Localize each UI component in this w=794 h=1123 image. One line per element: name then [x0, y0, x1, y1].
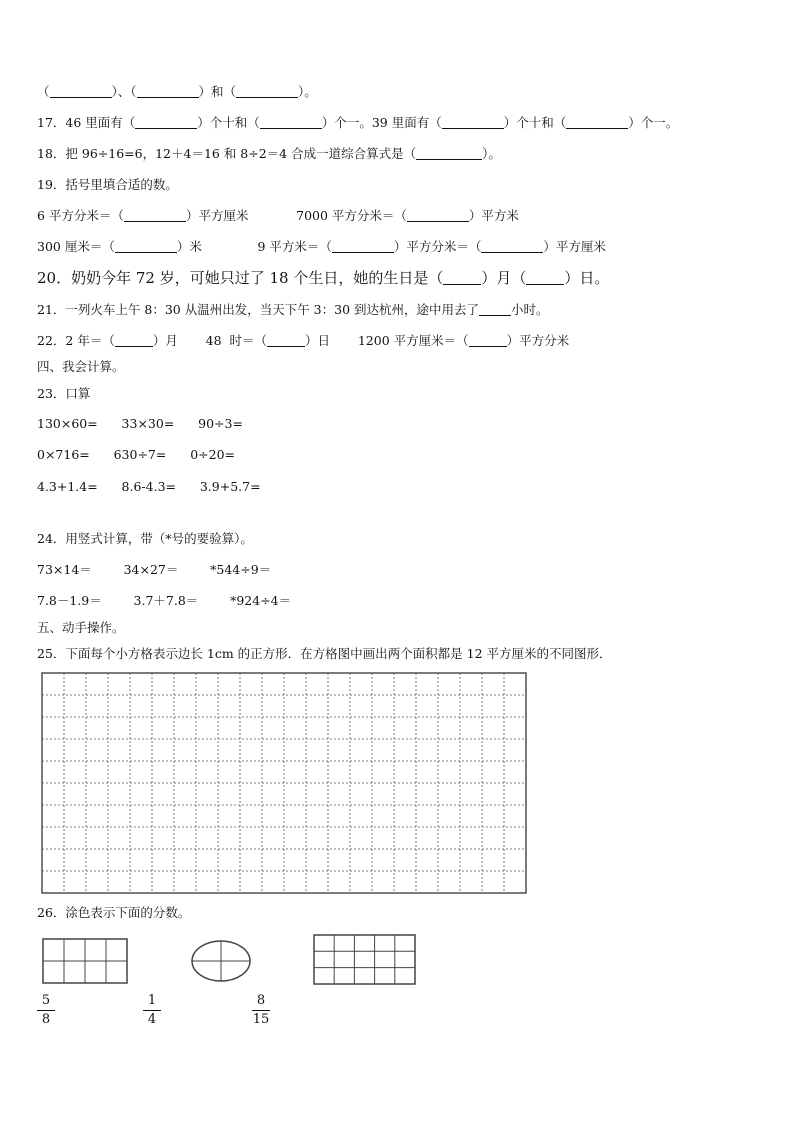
line-q19 [37, 177, 178, 193]
line-text: 300 厘米＝（ [37, 239, 115, 254]
answer-blank[interactable] [479, 303, 511, 316]
line-text: 24．用竖式计算，带（*号的要验算）。 [37, 531, 253, 546]
line-q24a [37, 562, 271, 578]
circle-4-parts[interactable] [190, 939, 252, 987]
line-text: ）、（ [111, 84, 137, 99]
line-text: ）日。 [564, 269, 610, 287]
line-text: 23．口算 [37, 386, 91, 401]
line-text: ）个十和（ [197, 115, 260, 130]
answer-blank[interactable] [50, 85, 112, 98]
line-text: 7.8－1.9＝ 3.7＋7.8＝ *924÷4＝ [37, 593, 292, 608]
line-text: ）月（ [481, 269, 527, 287]
line-text: 26．涂色表示下面的分数。 [37, 905, 191, 920]
line-text: 4.3+1.4= 8.6-4.3= 3.9+5.7= [37, 479, 261, 494]
fraction-numerator: 5 [41, 993, 51, 1008]
answer-blank[interactable] [267, 334, 305, 347]
answer-blank[interactable] [137, 85, 199, 98]
fraction-5-8 [34, 993, 58, 1028]
line-q24 [37, 531, 253, 547]
line-text: ）平方分米＝（ [393, 239, 482, 254]
line-q19a [37, 208, 519, 224]
answer-blank[interactable] [566, 116, 628, 129]
line-q23 [37, 386, 90, 402]
fraction-bar [143, 1010, 161, 1011]
line-text: ）日 1200 平方厘米＝（ [305, 333, 469, 348]
fraction-denominator: 8 [41, 1012, 51, 1027]
line-text: 25．下面每个小方格表示边长 1cm 的正方形．在方格图中画出两个面积都是 12 平方厘米的不同图形． [37, 646, 612, 661]
answer-blank[interactable] [407, 209, 469, 222]
answer-blank[interactable] [124, 209, 186, 222]
answer-blank[interactable] [115, 334, 153, 347]
line-text: ）个十和（ [503, 115, 567, 130]
fraction-bar [37, 1010, 55, 1011]
line-text: ）米 9 平方米＝（ [176, 239, 332, 254]
line-text: 四、我会计算。 [37, 359, 125, 374]
line-q22 [37, 333, 569, 349]
fraction-numerator: 1 [147, 993, 157, 1008]
fraction-1-4 [140, 993, 164, 1028]
line-text: 18．把 96÷16=6，12＋4＝16 和 8÷2＝4 合成一道综合算式是（ [37, 146, 417, 161]
line-sec5 [37, 620, 125, 636]
square-grid[interactable] [41, 672, 529, 896]
line-q23c [37, 479, 261, 495]
line-q24b [37, 593, 291, 609]
line-text: 21．一列火车上午 8：30 从温州出发，当天下午 3：30 到达杭州，途中用去了 [37, 302, 480, 317]
line-text: 0×716= 630÷7= 0÷20= [37, 447, 236, 462]
line-text: 20．奶奶今年 72 岁，可她只过了 18 个生日，她的生日是（ [37, 269, 444, 287]
fraction-denominator: 4 [147, 1012, 157, 1027]
answer-blank[interactable] [416, 147, 482, 160]
line-text: ）个一。 [628, 115, 679, 130]
line-q20 [37, 270, 609, 286]
fraction-8-15 [249, 993, 273, 1028]
line-text: 130×60= 33×30= 90÷3= [37, 416, 243, 431]
line-q25 [37, 646, 612, 662]
answer-blank[interactable] [469, 334, 507, 347]
line-q26 [37, 905, 190, 921]
fraction-numerator: 8 [256, 993, 266, 1008]
line-q19b [37, 239, 606, 255]
line-text: 6 平方分米＝（ [37, 208, 124, 223]
line-text: ）月 48 时＝（ [152, 333, 268, 348]
line-text: ）和（ [198, 84, 237, 99]
answer-blank[interactable] [442, 116, 504, 129]
line-text: ）平方厘米 7000 平方分米＝（ [185, 208, 407, 223]
line-text: ）。 [482, 146, 501, 161]
answer-blank[interactable] [481, 240, 543, 253]
answer-blank[interactable] [443, 272, 481, 285]
line-q18 [37, 146, 501, 162]
line-text: ）平方米 [468, 208, 519, 223]
line-q17 [37, 115, 678, 131]
line-l-top [37, 84, 317, 100]
line-sec4 [37, 359, 125, 375]
answer-blank[interactable] [115, 240, 177, 253]
line-q21 [37, 302, 549, 318]
fraction-bar [252, 1010, 270, 1011]
line-q23a [37, 416, 243, 432]
rectangle-15-parts[interactable] [313, 934, 417, 990]
answer-blank[interactable] [332, 240, 394, 253]
line-text: ）平方分米 [506, 333, 570, 348]
line-text: 73×14＝ 34×27＝ *544÷9＝ [37, 562, 272, 577]
answer-blank[interactable] [236, 85, 298, 98]
line-text: 小时。 [511, 302, 549, 317]
line-text: （ [37, 84, 50, 99]
line-text: 22．2 年＝（ [37, 333, 115, 348]
fraction-denominator: 15 [252, 1012, 270, 1027]
line-q23b [37, 447, 235, 463]
rectangle-8-parts[interactable] [42, 938, 128, 988]
line-text: ）平方厘米 [543, 239, 606, 254]
answer-blank[interactable] [260, 116, 322, 129]
line-text: 19．括号里填合适的数。 [37, 177, 178, 192]
answer-blank[interactable] [526, 272, 564, 285]
line-text: ）。 [298, 84, 317, 99]
line-text: 五、动手操作。 [37, 620, 125, 635]
answer-blank[interactable] [135, 116, 197, 129]
line-text: ）个一。39 里面有（ [321, 115, 442, 130]
line-text: 17．46 里面有（ [37, 115, 136, 130]
